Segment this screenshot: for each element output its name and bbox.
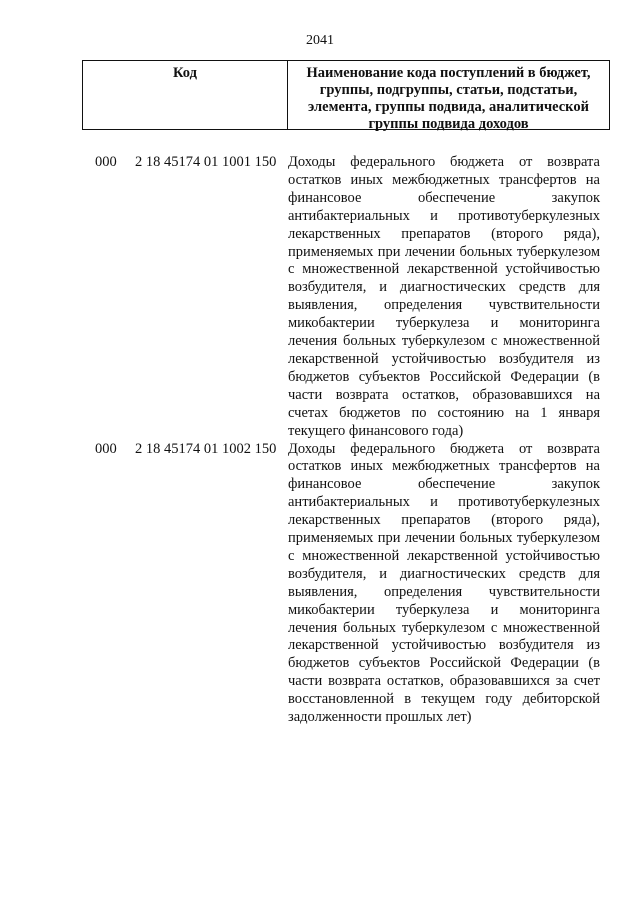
admin-code: 000 xyxy=(95,440,117,457)
table-row xyxy=(95,154,610,441)
admin-code: 000 xyxy=(95,154,117,170)
table-header xyxy=(82,60,610,130)
table-row xyxy=(95,441,610,728)
page-number: 2041 xyxy=(306,33,334,48)
income-code: 2 18 45174 01 1002 150 xyxy=(135,440,277,457)
income-description: Доходы федерального бюджета от возврата остатков иных межбюджетных трансфертов на финансовое обеспечение закупок антибактериальных и противотуберкулезных лекарственных препаратов (второго ряда), применяемых при лечении больных туберкулезом с множественной лекарственной устойчивостью возбудителя, и диагностических средств для выявления, определения чувствительности микобактерии туберкулеза и мониторинга лечения больных туберкулезом с множественной лекарственной устойчивостью возбудителя из бюджетов субъектов Российской Федерации (в части возврата остатков, образовавшихся на счетах бюджетов по состоянию на 1 января текущего финансового года) xyxy=(288,154,600,439)
header-code-label: Код xyxy=(83,61,288,129)
table-body xyxy=(95,154,610,727)
header-name-label: Наименование кода поступлений в бюджет, группы, подгруппы, статьи, подстатьи, элемента, группы подвида, аналитической группы подвида доходов xyxy=(306,65,591,132)
income-code: 2 18 45174 01 1001 150 xyxy=(135,154,277,170)
income-description: Доходы федерального бюджета от возврата остатков иных межбюджетных трансфертов на финансовое обеспечение закупок антибактериальных и противотуберкулезных лекарственных препаратов (второго ряда), применяемых при лечении больных туберкулезом с множественной лекарственной устойчивостью возбудителя, и диагностических средств для выявления, определения чувствительности микобактерии туберкулеза и мониторинга лечения больных туберкулезом с множественной лекарственной устойчивостью возбудителя из бюджетов субъектов Российской Федерации (в части возврата остатков, образовавшихся за счет восстановленной в текущем году дебиторской задолженности прошлых лет) xyxy=(288,440,600,726)
